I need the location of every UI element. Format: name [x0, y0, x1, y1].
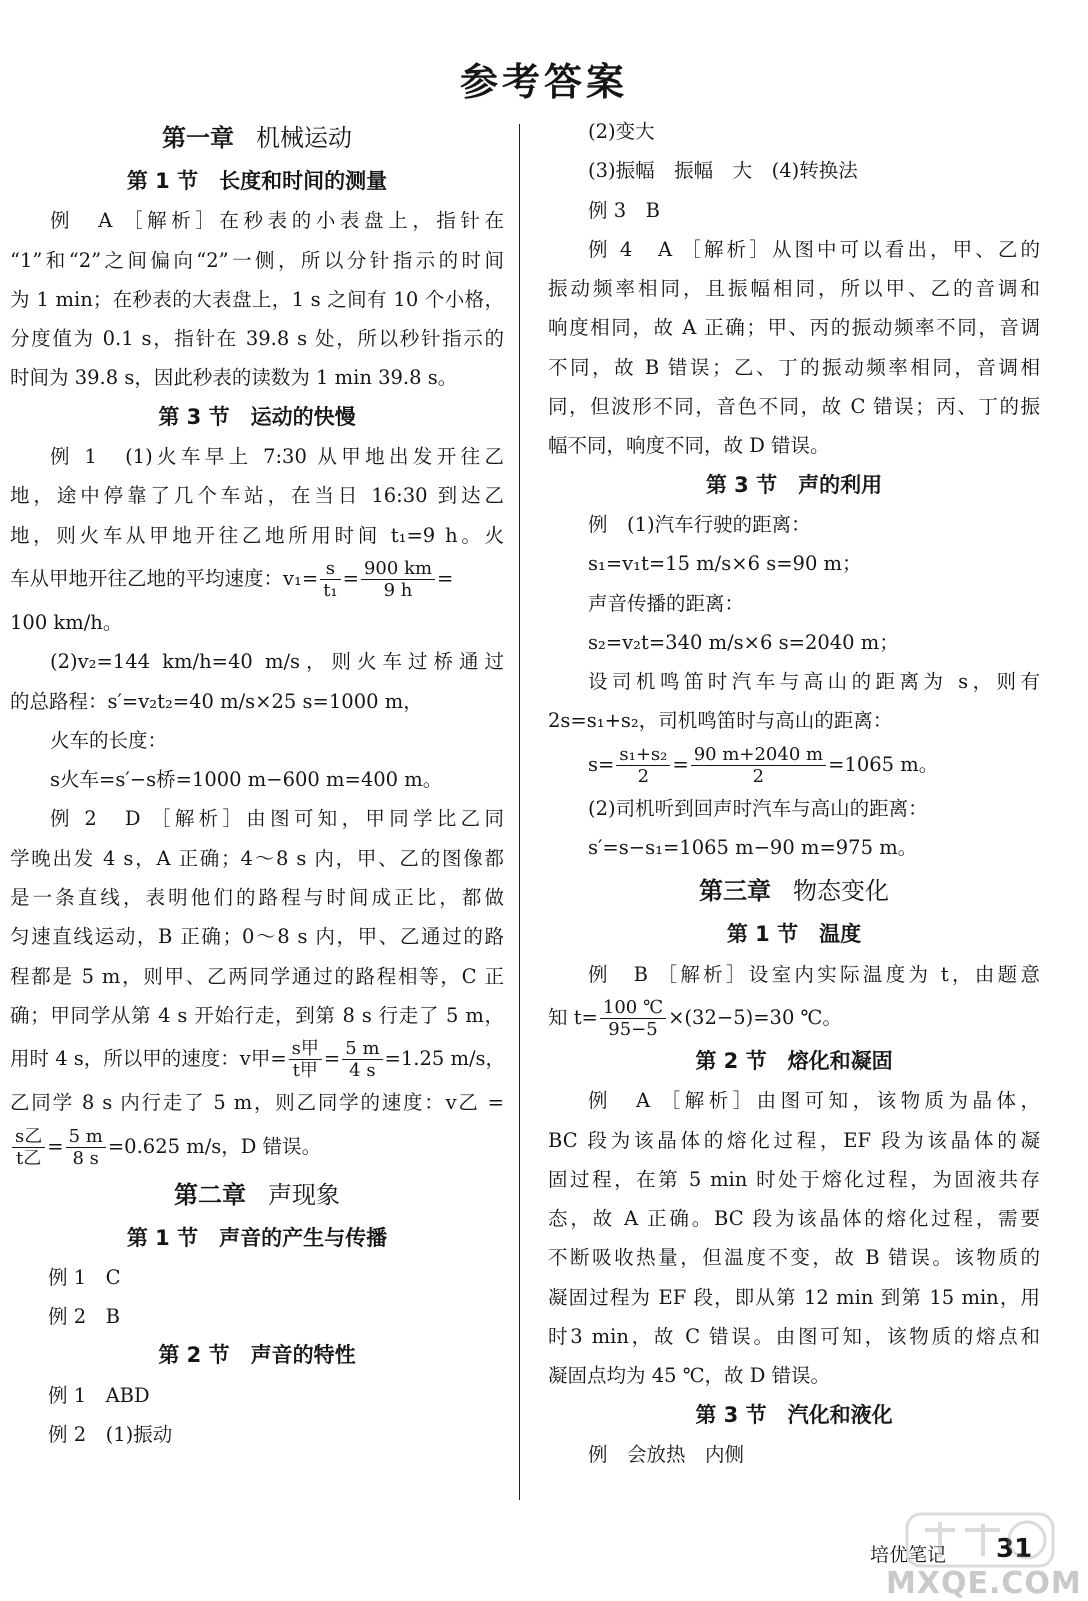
text-line: 凝固点均为 45 ℃，故 D 错误。 [548, 1364, 831, 1388]
formula-line: 车从甲地开往乙地的平均速度：v₁= $\frac{s}{\text{t₁}}$ = $\frac{900 km}{9 h}$ = [10, 557, 454, 601]
text-line: 学晚出发 4 s，A 正确；4～8 s 内，甲、乙的图像都 [10, 846, 504, 870]
section-heading: 第 2 节 声音的特性 [158, 1343, 356, 1368]
text-line: (2)司机听到回声时汽车与高山的距离： [588, 796, 928, 820]
page-title: 参考答案 [459, 60, 628, 104]
text-line: 地，则火车从甲地开往乙地所用时间 t₁=9 h。火 [10, 523, 504, 547]
page-number: 31 [996, 1534, 1033, 1564]
text-line: 确；甲同学从第 4 s 开始行走，到第 8 s 行走了 5 m， [10, 1003, 504, 1027]
text-line: 例 (1)汽车行驶的距离： [588, 512, 811, 536]
text-line: s₁=v₁t=15 m/s×6 s=90 m； [588, 552, 862, 576]
text-line: 不断吸收热量，但温度不变，故 B 错误。该物质的 [548, 1246, 1040, 1270]
formula-line: $\frac{\text{s乙}}{\text{t乙}}$ = $\frac{5 m}{8 s}$ =0.625 m/s，D 错误。 [10, 1123, 504, 1171]
text-line: 例 2 B [48, 1305, 120, 1329]
formula-line: 用时 4 s，所以甲的速度：v甲= $\frac{\text{s甲}}{\text{t甲}}$ = $\frac{5 m}{4 s}$ =1.25 m/s， [10, 1038, 506, 1082]
text-line: 乙同学 8 s 内行走了 5 m，则乙同学的速度：v乙 = [10, 1091, 504, 1115]
text-line: (2)v₂=144 km/h=40 m/s，则火车过桥通过 [50, 650, 504, 674]
section-heading: 第 3 节 声的利用 [705, 472, 883, 497]
text-line: 为 1 min；在秒表的大表盘上，1 s 之间有 10 个小格， [10, 287, 504, 311]
text-line: 例 2 (1)振动 [48, 1423, 173, 1447]
text-line: 例 1 ABD [48, 1383, 150, 1407]
text-line: 例 A ［解析］由图可知，该物质为晶体， [588, 1089, 1040, 1113]
left-column [10, 114, 504, 1454]
fraction: $\frac{\text{s乙}}{\text{t乙}}$ [12, 1126, 45, 1169]
text-line: 例 3 B [588, 198, 660, 222]
fraction: $\frac{5 m}{8 s}$ [66, 1126, 106, 1169]
fraction: $\frac{5 m}{4 s}$ [342, 1038, 382, 1081]
text-line: 匀速直线运动，B 正确；0～8 s 内，甲、乙通过的路 [10, 925, 504, 949]
text-line: 火车的长度： [50, 728, 168, 752]
section-heading: 第 3 节 运动的快慢 [158, 404, 356, 429]
chapter-heading: 第二章 声现象 [174, 1180, 340, 1209]
text-line: “1”和“2”之间偏向“2”一侧，所以分针指示的时间 [10, 248, 504, 272]
fraction: $\frac{900 km}{9 h}$ [361, 558, 435, 601]
text-line: 分度值为 0.1 s，指针在 39.8 s 处，所以秒针指示的 [10, 327, 504, 351]
watermark-logo-icon [905, 1510, 1055, 1574]
footer-brand: 培优笔记 [870, 1544, 947, 1566]
text-line: 的总路程：s′=v₂t₂=40 m/s×25 s=1000 m， [10, 689, 423, 713]
text-line: 设司机鸣笛时汽车与高山的距离为 s，则有 [588, 670, 1040, 694]
text-line: 响度相同，故 A 正确；甲、丙的振动频率不同，音调 [548, 316, 1040, 340]
text-line: 2s=s₁+s₂，司机鸣笛时与高山的距离： [548, 709, 893, 733]
text-line: 固过程，在第 5 min 时处于熔化过程，为固液共存 [548, 1167, 1040, 1191]
text-line: 例 2 D ［解析］由图可知，甲同学比乙同 [50, 807, 504, 831]
text-line: s₂=v₂t=340 m/s×6 s=2040 m； [588, 630, 899, 654]
section-heading: 第 3 节 汽化和液化 [695, 1402, 893, 1427]
text-line: 凝固过程为 EF 段，即从第 12 min 到第 15 min，用 [548, 1285, 1040, 1309]
text-line: 100 km/h。 [10, 610, 123, 634]
fraction: $\frac{\text{s甲}}{\text{t甲}}$ [289, 1038, 322, 1081]
text-line: 态，故 A 正确。BC 段为该晶体的熔化过程，需要 [548, 1207, 1040, 1231]
fraction: $\frac{90 m+2040 m}{2}$ [691, 744, 826, 787]
text-line: s火车=s′−s桥=1000 m−600 m=400 m。 [50, 768, 443, 792]
text-line: 例 4 A ［解析］从图中可以看出，甲、乙的 [588, 237, 1040, 261]
text-line: 例 1 (1)火车早上 7:30 从甲地出发开往乙 [50, 445, 504, 469]
text-line: 时间为 39.8 s，因此秒表的读数为 1 min 39.8 s。 [10, 366, 458, 390]
text-line: 声音传播的距离： [588, 591, 745, 615]
text-line: 程都是 5 m，则甲、乙两同学通过的路程相等，C 正 [10, 964, 504, 988]
text-line: 时3 min，故 C 错误。由图可知，该物质的熔点和 [548, 1325, 1040, 1349]
text-line: 例 1 C [48, 1265, 121, 1289]
section-heading: 第 1 节 声音的产生与传播 [126, 1225, 388, 1250]
text-line: 地，途中停靠了几个车站，在当日 16:30 到达乙 [10, 484, 504, 508]
text-line: BC 段为该晶体的熔化过程，EF 段为该晶体的凝 [548, 1128, 1040, 1152]
section-heading: 第 1 节 温度 [726, 922, 862, 947]
fraction: $\frac{s}{\text{t₁}}$ [320, 558, 340, 601]
text-line: 例 会放热 内侧 [588, 1442, 745, 1466]
right-column [548, 112, 1040, 1474]
chapter-heading: 第三章 物态变化 [699, 877, 889, 906]
section-heading: 第 1 节 长度和时间的测量 [126, 169, 388, 193]
text-line: 振动频率相同，且振幅相同，所以甲、乙的音调和 [548, 277, 1040, 301]
text-line: 是一条直线，表明他们的路程与时间成正比，都做 [10, 886, 504, 910]
text-line: (3)振幅 振幅 大 (4)转换法 [588, 159, 858, 183]
text-line: 例 A ［解析］在秒表的小表盘上，指针在 [50, 209, 504, 233]
fraction: $\frac{\text{s₁+s₂}}{2}$ [616, 744, 670, 787]
text-line: 例 B ［解析］设室内实际温度为 t，由题意 [588, 962, 1040, 986]
formula-line: 知 t= $\frac{100 ℃}{95-5}$ ×(32−5)=30 ℃。 [548, 996, 842, 1040]
chapter-heading: 第一章 机械运动 [162, 124, 352, 152]
text-line: 幅不同，响度不同，故 D 错误。 [548, 434, 830, 458]
fraction: $\frac{100 ℃}{95-5}$ [600, 997, 666, 1040]
text-line: 同，但波形不同，音色不同，故 C 错误；丙、丁的振 [548, 395, 1040, 419]
formula-line: s= $\frac{\text{s₁+s₂}}{2}$ = $\frac{90 m+2040 m}{2}$ =1065 m。 [588, 743, 939, 787]
text-line: 不同，故 B 错误；乙、丁的振动频率相同，音调相 [548, 355, 1040, 379]
text-line: (2)变大 [588, 120, 655, 143]
section-heading: 第 2 节 熔化和凝固 [695, 1048, 893, 1073]
text-line: s′=s−s₁=1065 m−90 m=975 m。 [588, 836, 918, 860]
watermark-site: MXQE.COM [886, 1566, 1082, 1601]
column-divider [519, 124, 520, 1500]
